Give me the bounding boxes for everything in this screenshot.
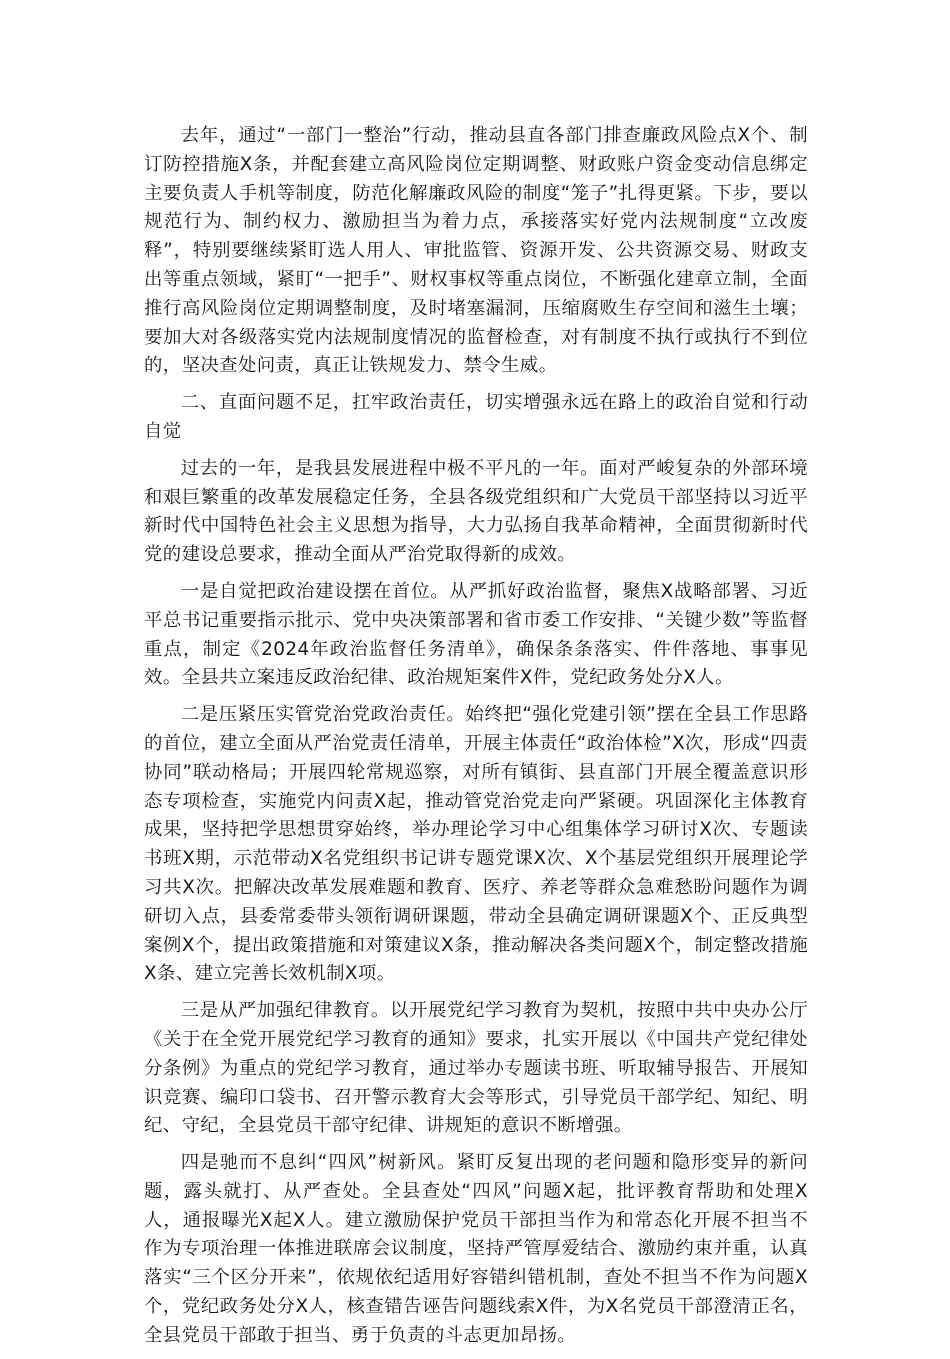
paragraph-discipline-education: 三是从严加强纪律教育。以开展党纪学习教育为契机，按照中共中央办公厅《关于在全党开展党纪学习教育的通知》要求，扎实开展以《中国共产党纪律处分条例》为重点的党纪学习教育，通过举办专题读书班、听取辅导报告、开展知识竞赛、编印口袋书、召开警示教育大会等形式，引导党员干部学纪、知纪、明纪、守纪，全县党员干部守纪律、讲规矩的意识不断增强。 bbox=[144, 1000, 808, 1137]
paragraph-past-year-overview: 过去的一年，是我县发展进程中极不平凡的一年。面对严峻复杂的外部环境和艰巨繁重的改革发展稳定任务，全县各级党组织和广大党员干部坚持以习近平新时代中国特色社会主义思想为指导，大力弘扬自我革命精神，全面贯彻新时代党的建设总要求，推动全面从严治党取得新的成效。 bbox=[144, 457, 808, 566]
paragraph-political-construction: 一是自觉把政治建设摆在首位。从严抓好政治监督，聚焦X战略部署、习近平总书记重要指示批示、党中央决策部署和省市委工作安排、“关键少数”等监督重点，制定《2024年政治监督任务清单》，确保条条落实、件件落地、事事见效。全县共立案违反政治纪律、政治规矩案件X件，党纪政务处分X人。 bbox=[144, 580, 808, 689]
paragraph-party-responsibility: 二是压紧压实管党治党政治责任。始终把“强化党建引领”摆在全县工作思路的首位，建立全面从严治党责任清单，开展主体责任“政治体检”X次，形成“四责协同”联动格局；开展四轮常规巡察，对所有镇街、县直部门开展全覆盖意识形态专项检查，实施党内问责X起，推动管党治党走向严紧硬。巩固深化主体教育成果，坚持把学思想贯穿始终，举办理论学习中心组集体学习研讨X次、专题读书班X期，示范带动X名党组织书记讲专题党课X次、X个基层党组织开展理论学习共X次。把解决改革发展难题和教育、医疗、养老等群众急难愁盼问题作为调研切入点，县委常委带头领衔调研课题，带动全县确定调研课题X个、正反典型案例X个，提出政策措施和对策建议X条，推动解决各类问题X个，制定整改措施X条、建立完善长效机制X项。 bbox=[144, 704, 808, 985]
section-heading-2: 二、直面问题不足，扛牢政治责任，切实增强永远在路上的政治自觉和行动自觉 bbox=[144, 392, 808, 442]
document-page bbox=[144, 122, 808, 1359]
paragraph-four-winds: 四是驰而不息纠“四风”树新风。紧盯反复出现的老问题和隐形变异的新问题，露头就打、从严查处。全县查处“四风”问题X起，批评教育帮助和处理X人，通报曝光X起X人。建立激励保护党员干部担当作为和常态化开展不担当不作为专项治理一体推进联席会议制度，坚持严管厚爱结合、激励约束并重，认真落实“三个区分开来”，依规依纪适用好容错纠错机制，查处不担当不作为问题X个，党纪政务处分X人，核查错告诬告问题线索X件，为X名党员干部澄清正名，全县党员干部敢于担当、勇于负责的斗志更加昂扬。 bbox=[144, 1152, 808, 1346]
paragraph-anti-corruption-system: 去年，通过“一部门一整治”行动，推动县直各部门排查廉政风险点X个、制订防控措施X条，并配套建立高风险岗位定期调整、财政账户资金变动信息绑定主要负责人手机等制度，防范化解廉政风险的制度“笼子”扎得更紧。下步，要以规范行为、制约权力、激励担当为着力点，承接落实好党内法规制度“立改废释”，特别要继续紧盯选人用人、审批监管、资源开发、公共资源交易、财政支出等重点领域，紧盯“一把手”、财权事权等重点岗位，不断强化建章立制，全面推行高风险岗位定期调整制度，及时堵塞漏洞，压缩腐败生存空间和滋生土壤；要加大对各级落实党内法规制度情况的监督检查，对有制度不执行或执行不到位的，坚决查处问责，真正让铁规发力、禁令生威。 bbox=[144, 125, 808, 377]
